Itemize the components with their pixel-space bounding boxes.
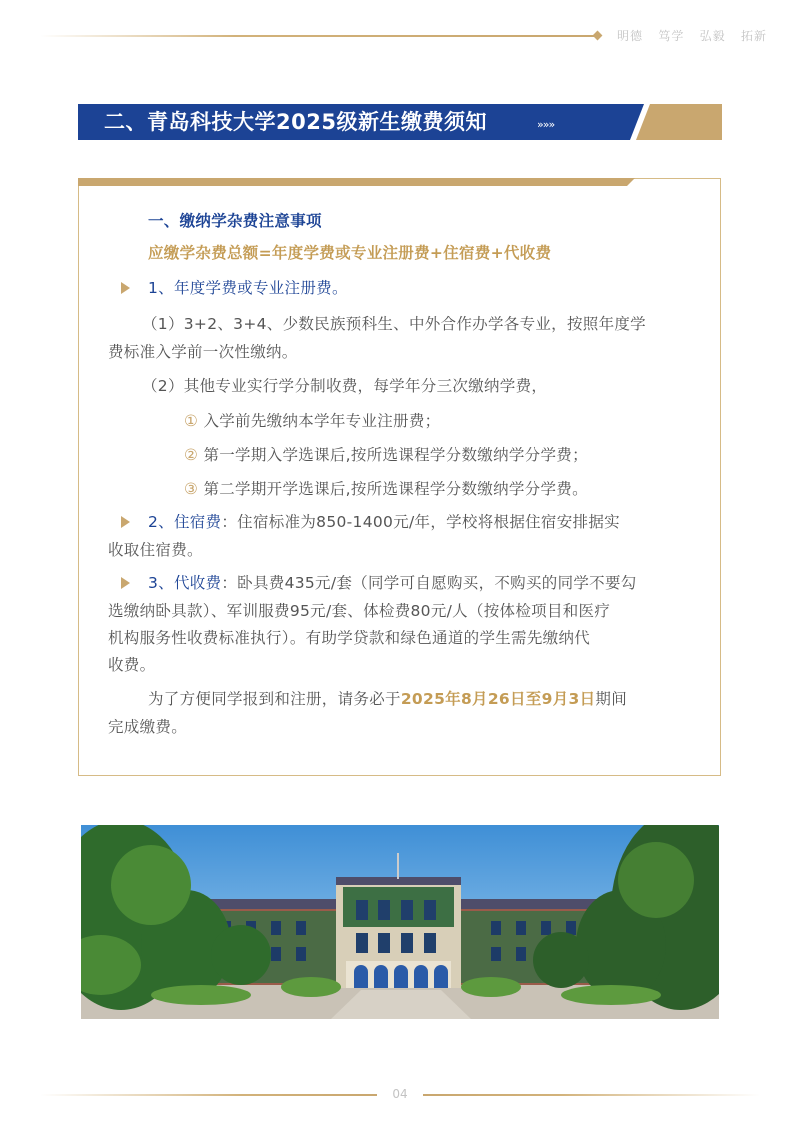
step-item <box>184 444 588 466</box>
item2-label: 2、住宿费 <box>148 513 222 531</box>
step-text: 第二学期开学选课后,按所选课程学分数缴纳学分学费。 <box>203 480 588 498</box>
closing-line2: 完成缴费。 <box>108 718 188 736</box>
item2-text: ：住宿标准为850-1400元/年，学校将根据住宿安排据实 <box>221 513 620 531</box>
item1-paragraph2: （2）其他专业实行学分制收费，每学年分三次缴纳学费， <box>142 377 548 395</box>
motto-word: 笃学 <box>658 29 685 43</box>
frame-top-accent <box>78 178 635 186</box>
title-arrows-icon: »»» <box>537 118 555 131</box>
item1-paragraph1-line2: 费标准入学前一次性缴纳。 <box>108 343 298 361</box>
motto-word: 明德 <box>617 29 644 43</box>
header-motto <box>617 27 767 45</box>
item1-title: 1、年度学费或专业注册费。 <box>148 279 348 297</box>
triangle-bullet-icon <box>121 516 130 528</box>
triangle-bullet-icon <box>121 282 130 294</box>
payment-date-range: 2025年8月26日至9月3日 <box>400 690 596 708</box>
subsection-heading: 一、缴纳学杂费注意事项 <box>148 212 322 230</box>
item3-line4: 收费。 <box>108 656 156 674</box>
section-title: 二、青岛科技大学2025级新生缴费须知 <box>104 110 487 134</box>
item3-line2: 选缴纳卧具款）、军训服费95元/套、体检费80元/人（按体检项目和医疗 <box>108 602 611 620</box>
step-text: 第一学期入学选课后,按所选课程学分数缴纳学分学费； <box>203 446 588 464</box>
step-text: 入学前先缴纳本学年专业注册费； <box>203 412 441 430</box>
step-item <box>184 410 440 432</box>
footer-rule-right <box>423 1094 760 1096</box>
item3-label: 3、代收费 <box>148 574 222 592</box>
item2-line2: 收取住宿费。 <box>108 541 203 559</box>
motto-word: 拓新 <box>740 29 767 43</box>
triangle-bullet-icon <box>121 577 130 589</box>
footer-rule-left <box>40 1094 377 1096</box>
closing-line1 <box>148 688 627 710</box>
item3-line1 <box>148 572 637 594</box>
circled-number: ② <box>184 446 199 464</box>
motto-word: 弘毅 <box>699 29 726 43</box>
item2-line1 <box>148 511 620 533</box>
closing-text: 期间 <box>595 690 627 708</box>
step-item <box>184 478 588 500</box>
item3-line3: 机构服务性收费标准执行）。有助学贷款和绿色通道的学生需先缴纳代 <box>108 629 591 647</box>
campus-photo <box>81 825 719 1019</box>
circled-number: ③ <box>184 480 199 498</box>
header-rule <box>40 35 598 37</box>
closing-text: 为了方便同学报到和注册，请务必于 <box>148 690 401 708</box>
page-number: 04 <box>392 1087 408 1101</box>
header-diamond-ornament <box>593 31 603 41</box>
title-gold-accent <box>636 104 722 140</box>
content-frame <box>78 178 721 776</box>
fee-formula: 应缴学杂费总额=年度学费或专业注册费+住宿费+代收费 <box>148 244 552 262</box>
item1-paragraph1-line1: （1）3+2、3+4、少数民族预科生、中外合作办学各专业，按照年度学 <box>142 315 646 333</box>
circled-number: ① <box>184 412 199 430</box>
item3-text: ：卧具费435元/套（同学可自愿购买，不购买的同学不要勾 <box>221 574 637 592</box>
